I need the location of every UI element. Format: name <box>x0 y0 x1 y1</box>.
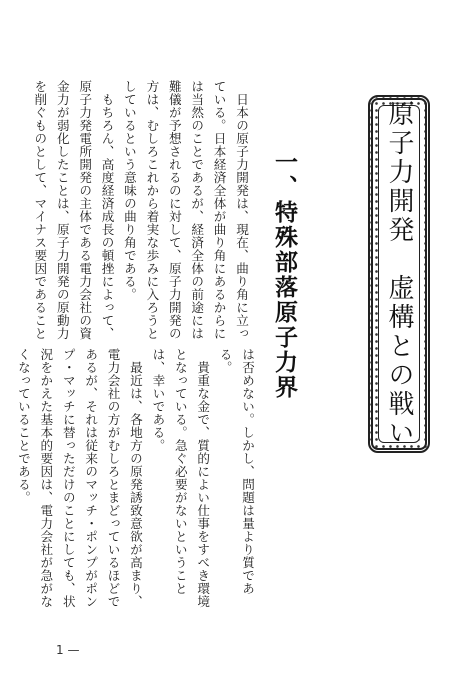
book-title-frame <box>368 95 430 453</box>
paragraph: 貴重な金で、質的によい仕事をすべき環境となっている。急ぐ必要がないということは、幸いである。 <box>150 348 211 608</box>
body-text-upper <box>32 80 252 345</box>
book-title: 原子力開発 虚構との戦い <box>384 100 414 448</box>
body-text-lower <box>15 348 258 618</box>
paragraph: は否めない。しかし、問題は量より質である。 <box>217 348 255 595</box>
chapter-heading: 一、特殊部落原子力界 <box>271 150 297 400</box>
paragraph: もちろん、高度経済成長の頓挫によって、原子力発電所開発の主体である電力会社の資金力が弱化したことは、原子力開発の原動力を削ぐものとして、マイナス要因であること <box>32 80 115 340</box>
paragraph: 日本の原子力開発は、現在、曲り角に立っている。日本経済全体が曲り角にあるからには当然のことであるが、経済全体の前途には難儀が予想されるのに対して、原子力開発の方は、むしろこれから着実な歩みに入ろうとしているという意味の曲り角である。 <box>121 80 249 340</box>
paragraph: 最近は、各地方の原発誘致意欲が高まり、電力会社の方がむしろとまどっているほどであるが、それは従来のマッチ・ポンプがポンプ・マッチに替っただけのことにしても、状況をかえた基本的要因は、電力会社が急がなくなっていることである。 <box>15 348 143 608</box>
page-number: 1 — <box>56 643 80 657</box>
